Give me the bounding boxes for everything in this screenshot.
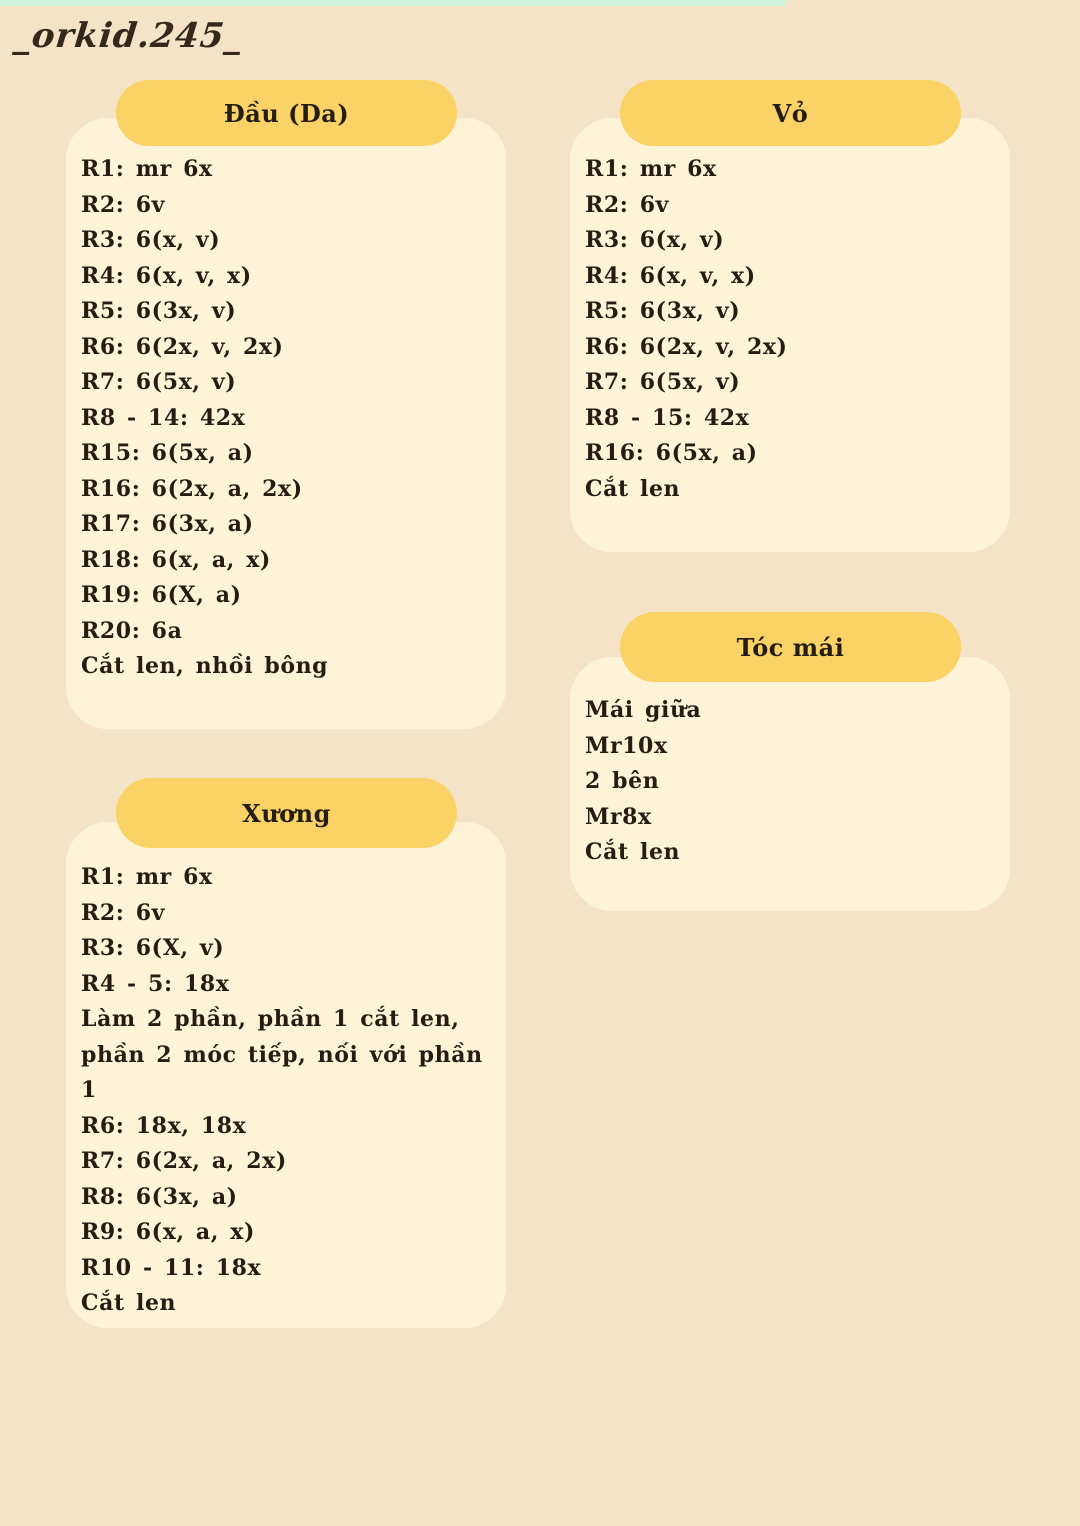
pattern-line: R4: 6(x, v, x): [585, 262, 756, 289]
pattern-line: R8 - 14: 42x: [81, 404, 246, 431]
card-title: Đầu (Da): [223, 98, 350, 128]
pattern-line: Cắt len: [585, 839, 681, 865]
pattern-line: R1: mr 6x: [81, 864, 213, 890]
pattern-line: Làm 2 phần, phần 1 cắt len, phần 2 móc tiếp, nối với phần 1: [81, 1006, 483, 1103]
pattern-line: Mr8x: [585, 803, 652, 830]
pattern-line: R6: 18x, 18x: [81, 1112, 247, 1139]
pattern-line: R16: 6(2x, a, 2x): [81, 475, 303, 502]
pattern-line: R2: 6v: [585, 191, 670, 218]
pattern-line: R5: 6(3x, v): [81, 298, 237, 324]
watermark-logo: _orkid.245_: [11, 16, 245, 56]
pattern-line: Mái giữa: [585, 697, 702, 723]
card-header-pill: [620, 80, 961, 146]
pattern-line: R8 - 15: 42x: [585, 404, 750, 431]
pattern-line: R5: 6(3x, v): [585, 298, 741, 324]
card-title: Xương: [242, 798, 331, 828]
pattern-line: R2: 6v: [81, 191, 166, 218]
pattern-line: R3: 6(x, v): [585, 227, 725, 253]
pattern-line: R8: 6(3x, a): [81, 1183, 238, 1210]
pattern-line: R1: mr 6x: [585, 156, 717, 182]
card-body: [66, 822, 506, 1328]
pattern-line: R15: 6(5x, a): [81, 440, 254, 466]
pattern-line: R18: 6(x, a, x): [81, 546, 271, 573]
pattern-line: Cắt len: [585, 475, 681, 502]
pattern-line: R16: 6(5x, a): [585, 440, 758, 466]
card-title: Tóc mái: [736, 632, 845, 662]
pattern-line: R6: 6(2x, v, 2x): [585, 333, 788, 360]
pattern-line: R10 - 11: 18x: [81, 1254, 262, 1281]
pattern-line: R4: 6(x, v, x): [81, 262, 252, 289]
pattern-line: R3: 6(x, v): [81, 227, 221, 253]
pattern-line: Cắt len: [81, 1290, 177, 1316]
pattern-line: R19: 6(X, a): [81, 582, 242, 608]
pattern-line: 2 bên: [585, 768, 660, 794]
pattern-line: R7: 6(2x, a, 2x): [81, 1148, 287, 1174]
pattern-line: R7: 6(5x, v): [585, 369, 741, 395]
pattern-line: R20: 6a: [81, 617, 183, 644]
card-header-pill: [116, 80, 457, 146]
pattern-line: Mr10x: [585, 732, 668, 759]
card-body: [570, 657, 1010, 911]
pattern-line: R17: 6(3x, a): [81, 511, 254, 537]
pattern-line: R3: 6(X, v): [81, 935, 225, 961]
pattern-line: R9: 6(x, a, x): [81, 1219, 256, 1245]
pattern-line: R7: 6(5x, v): [81, 369, 237, 395]
pattern-line: R1: mr 6x: [81, 156, 213, 182]
card-body: [570, 118, 1010, 552]
card-header-pill: [620, 612, 961, 682]
pattern-line: Cắt len, nhồi bông: [81, 653, 329, 679]
pattern-line: R6: 6(2x, v, 2x): [81, 333, 284, 360]
card-title: Vỏ: [772, 98, 809, 128]
card-header-pill: [116, 778, 457, 848]
card-body: [66, 118, 506, 729]
pattern-line: R2: 6v: [81, 899, 166, 926]
pattern-line: R4 - 5: 18x: [81, 970, 230, 997]
top-accent-strip: [0, 0, 786, 6]
